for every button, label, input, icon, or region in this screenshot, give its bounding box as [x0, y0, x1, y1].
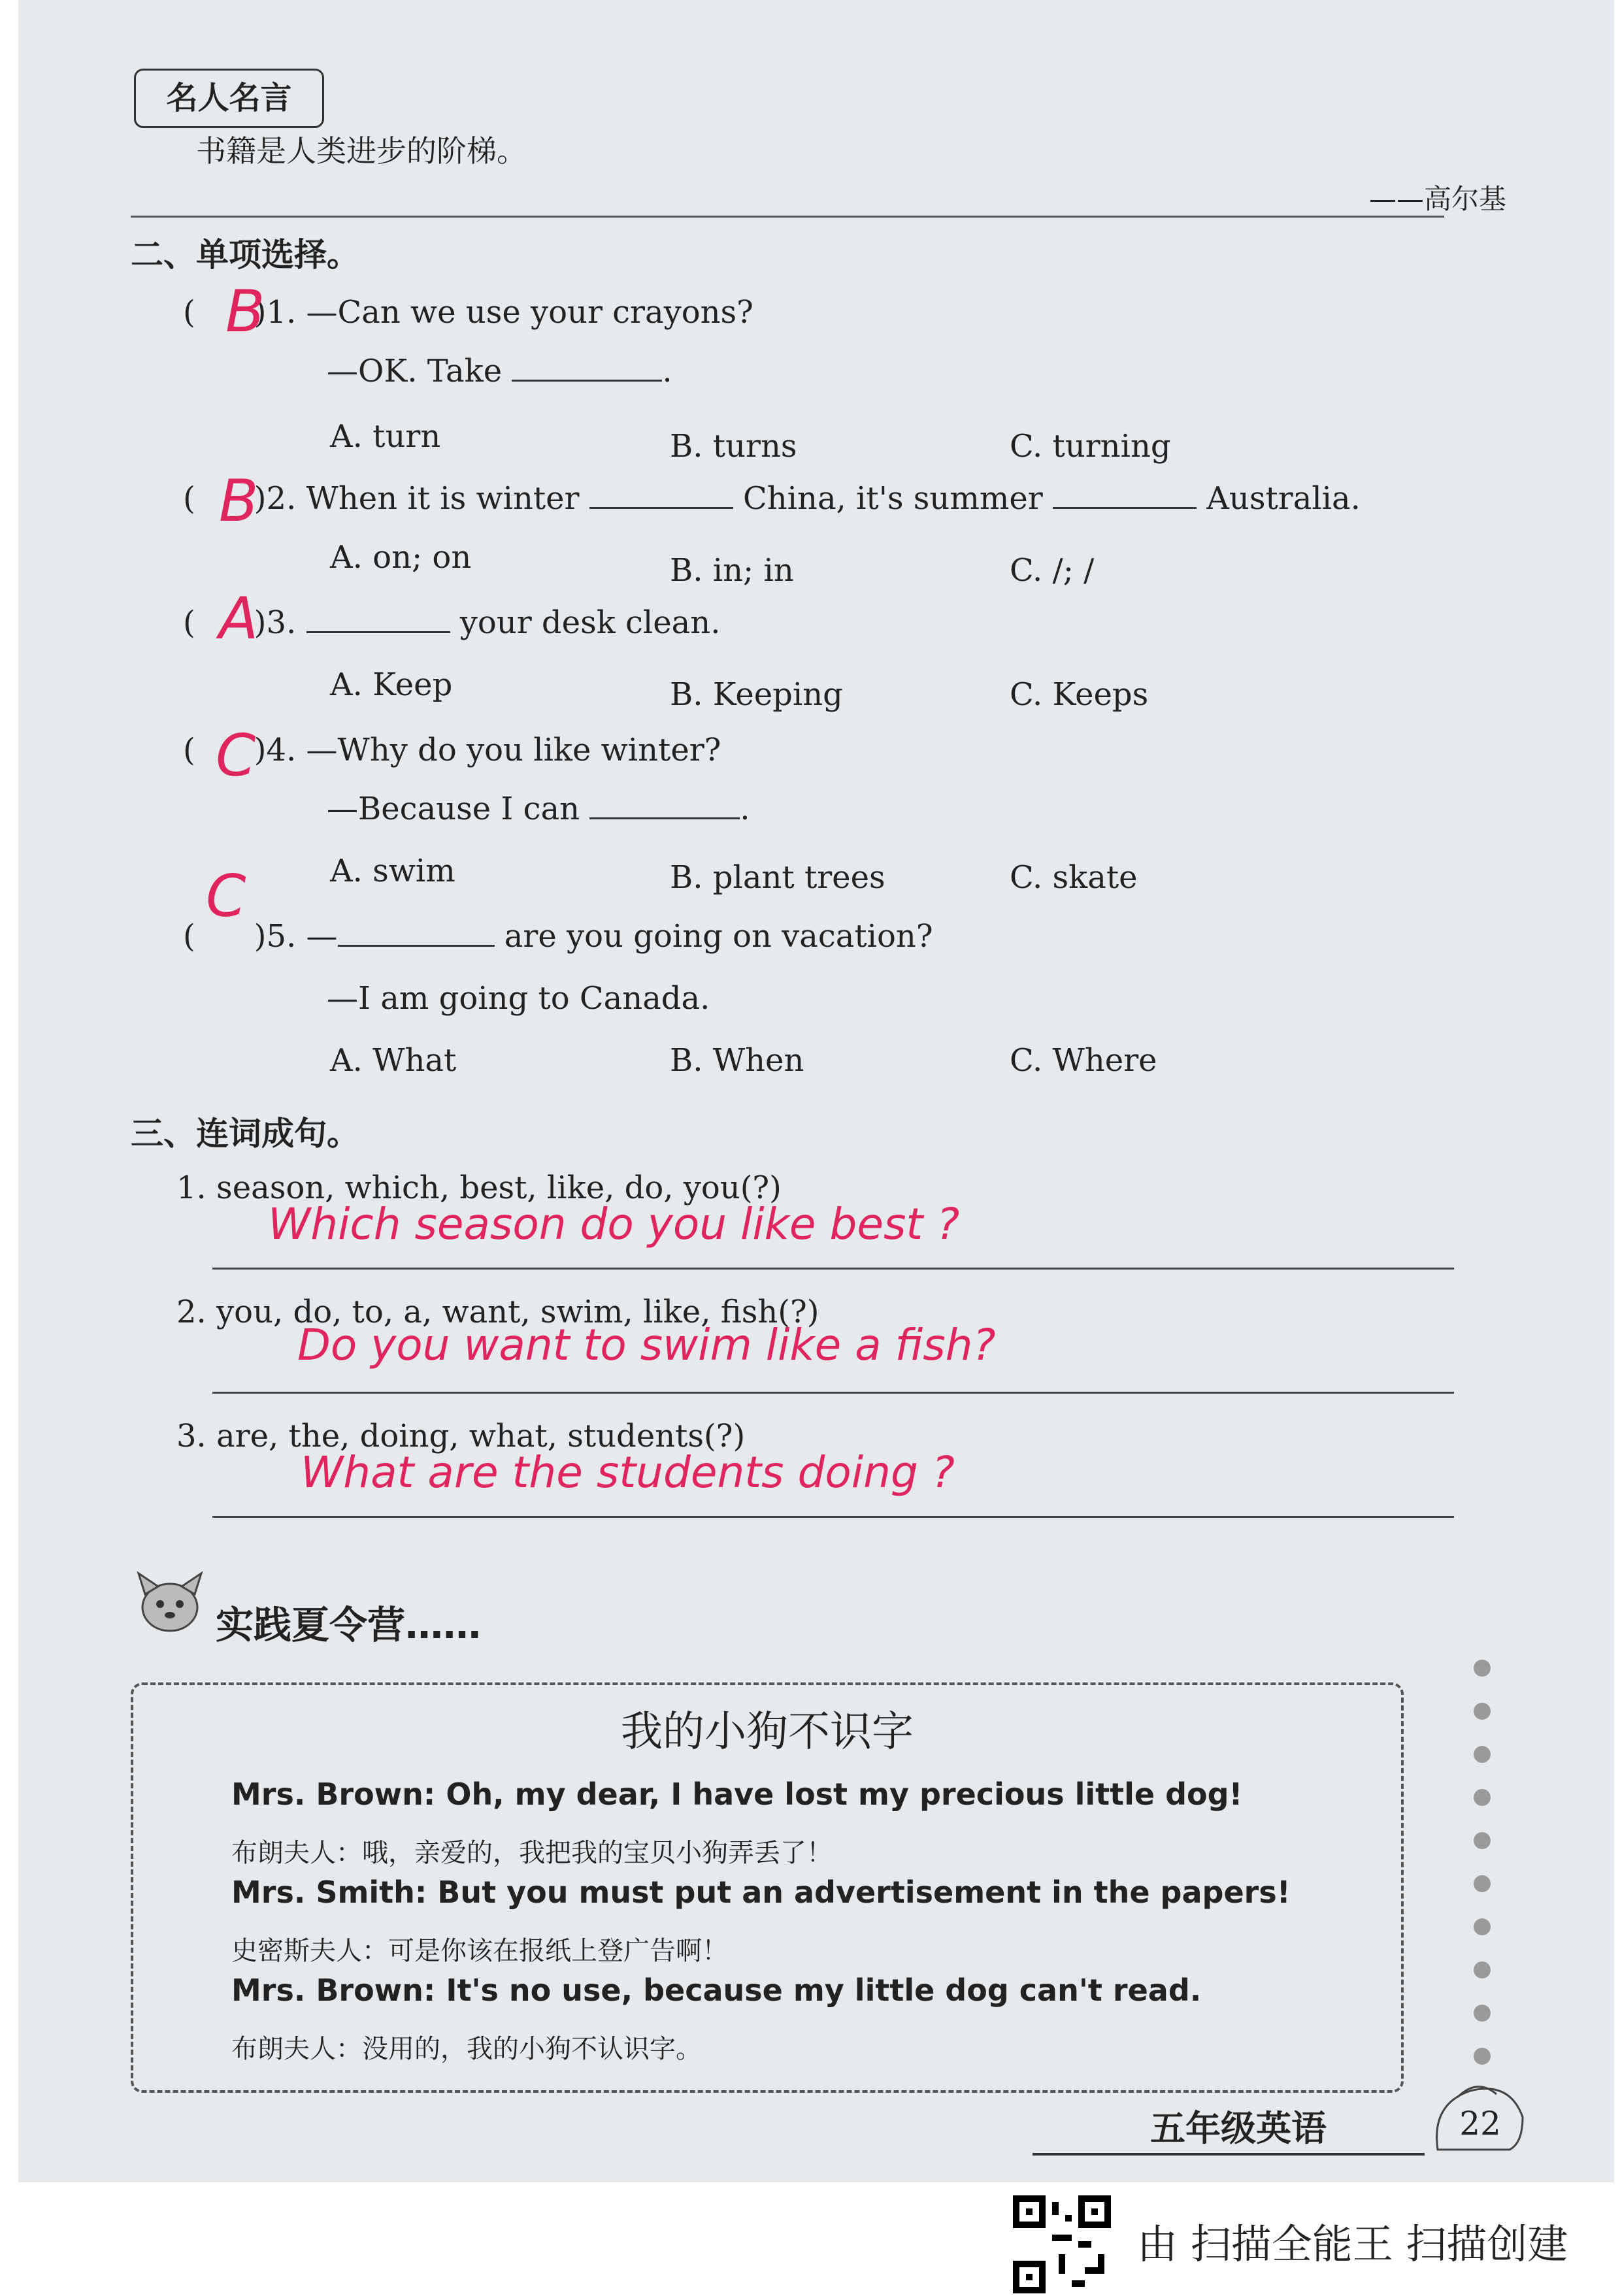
- question-5: ( )5. — are you going on vacation?: [183, 918, 933, 955]
- option-3a: A. Keep: [330, 666, 453, 703]
- page-number: [1431, 2078, 1529, 2156]
- sentence-answer-3: What are the students doing ?: [301, 1447, 955, 1498]
- story-line-2-cn: 史密斯夫人：可是你该在报纸上登广告啊！: [231, 1936, 728, 1966]
- cartoon-dog-icon: [131, 1568, 209, 1640]
- answer-mark-5: C: [206, 862, 246, 930]
- page-number-text: 22: [1459, 2105, 1501, 2142]
- option-1c: C. turning: [1010, 428, 1171, 465]
- option-5c: C. Where: [1010, 1042, 1157, 1079]
- question-1: ( )1. —Can we use your crayons?: [183, 294, 753, 331]
- question-5-line2: —I am going to Canada.: [327, 980, 710, 1017]
- camp-title: 实践夏令营……: [216, 1603, 482, 1647]
- sentence-answer-1: Which season do you like best ?: [268, 1199, 960, 1249]
- story-title: 我的小狗不识字: [621, 1708, 914, 1756]
- question-4: ( )4. —Why do you like winter?: [183, 732, 721, 768]
- option-4a: A. swim: [330, 853, 455, 889]
- sentence-prompt-1: 1. season, which, best, like, do, you(?): [176, 1170, 782, 1206]
- motto-label: 名人名言: [134, 69, 324, 128]
- story-box: [131, 1682, 1404, 2093]
- option-2b: B. in; in: [670, 552, 794, 589]
- option-5b: B. When: [670, 1042, 804, 1079]
- sentence-prompt-2: 2. you, do, to, a, want, swim, like, fish(?): [176, 1294, 819, 1330]
- sentence-answer-2: Do you want to swim like a fish?: [297, 1320, 996, 1370]
- question-2: ( )2. When it is winter China, it's summer Australia.: [183, 480, 1361, 517]
- answer-line-2: [212, 1392, 1454, 1394]
- option-5a: A. What: [330, 1042, 457, 1079]
- option-2c: C. /; /: [1010, 552, 1095, 589]
- qr-code-icon: [1013, 2195, 1111, 2293]
- option-4c: C. skate: [1010, 859, 1138, 896]
- story-line-1-en: Mrs. Brown: Oh, my dear, I have lost my precious little dog!: [231, 1777, 1243, 1812]
- question-4-line2: —Because I can .: [327, 791, 750, 827]
- answer-line-3: [212, 1516, 1454, 1518]
- option-3c: C. Keeps: [1010, 676, 1149, 713]
- story-line-3-cn: 布朗夫人：没用的，我的小狗不认识字。: [231, 2034, 702, 2064]
- answer-mark-3: A: [219, 585, 259, 652]
- motto-author: ——高尔基: [1369, 183, 1507, 215]
- answer-mark-4: C: [216, 722, 256, 789]
- option-1b: B. turns: [670, 428, 797, 465]
- story-line-1-cn: 布朗夫人：哦，亲爱的，我把我的宝贝小狗弄丢了！: [231, 1838, 833, 1868]
- option-3b: B. Keeping: [670, 676, 843, 713]
- motto-text: 书籍是人类进步的阶梯。: [196, 133, 527, 169]
- option-4b: B. plant trees: [670, 859, 885, 896]
- header-rule: [131, 216, 1444, 218]
- sentence-prompt-3: 3. are, the, doing, what, students(?): [176, 1418, 746, 1454]
- answer-line-1: [212, 1268, 1454, 1270]
- option-1a: A. turn: [330, 418, 441, 455]
- answer-mark-1: B: [225, 278, 265, 345]
- book-title: 五年级英语: [1150, 2108, 1327, 2149]
- section-title-choice: 二、单项选择。: [131, 236, 359, 274]
- story-line-3-en: Mrs. Brown: It's no use, because my little dog can't read.: [231, 1973, 1202, 2008]
- question-1-line2: —OK. Take .: [327, 353, 672, 389]
- answer-mark-2: B: [219, 467, 259, 534]
- margin-dots: [1474, 1660, 1500, 2091]
- section-title-sentences: 三、连词成句。: [131, 1115, 359, 1153]
- option-2a: A. on; on: [330, 539, 472, 576]
- question-3: ( )3. your desk clean.: [183, 604, 721, 641]
- story-line-2-en: Mrs. Smith: But you must put an advertisement in the papers!: [231, 1875, 1291, 1910]
- footer-rule: [1033, 2153, 1425, 2156]
- scanner-watermark: 由 扫描全能王 扫描创建: [1137, 2220, 1568, 2268]
